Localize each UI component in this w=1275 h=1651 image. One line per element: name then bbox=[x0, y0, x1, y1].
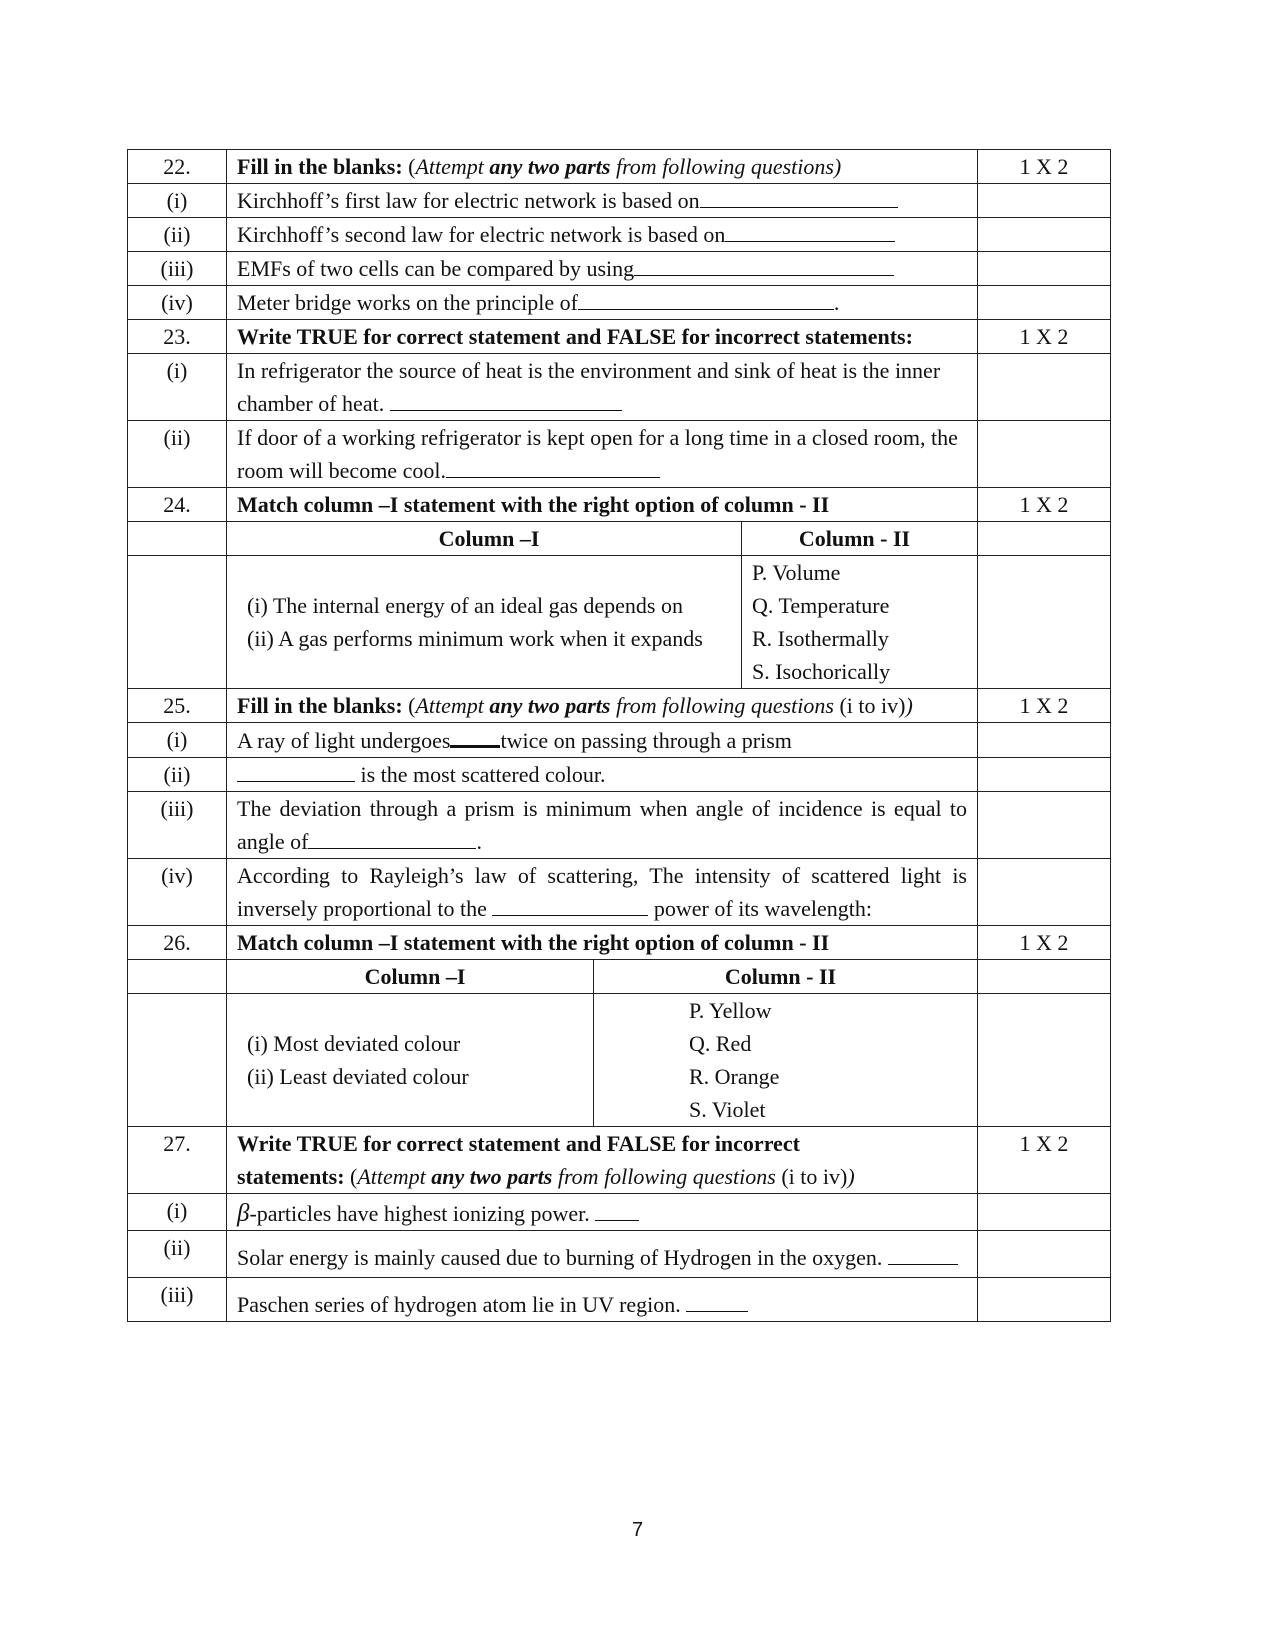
marks-cell bbox=[978, 859, 1111, 926]
answer-blank bbox=[888, 1242, 958, 1265]
part-number: (i) bbox=[128, 1194, 227, 1231]
answer-blank bbox=[237, 759, 355, 782]
table-row bbox=[128, 689, 1111, 723]
question-table bbox=[127, 149, 1111, 1322]
part-number: (i) bbox=[128, 723, 227, 758]
table-row bbox=[128, 758, 1111, 792]
answer-blank bbox=[686, 1289, 748, 1312]
part-text: Kirchhoff’s second law for electric network is based on bbox=[227, 218, 978, 252]
answer-blank bbox=[492, 893, 648, 916]
table-row bbox=[128, 150, 1111, 184]
part-text: is the most scattered colour. bbox=[227, 758, 978, 792]
part-number: (i) bbox=[128, 354, 227, 421]
marks-cell bbox=[978, 286, 1111, 320]
part-number: (iii) bbox=[128, 792, 227, 859]
column-2-option: R. Isothermally bbox=[752, 626, 889, 651]
part-number: (ii) bbox=[128, 758, 227, 792]
table-row bbox=[128, 1127, 1111, 1194]
part-text: Kirchhoff’s first law for electric network is based on bbox=[227, 184, 978, 218]
question-text: Write TRUE for correct statement and FALSE for incorrect statements: (Attempt any two parts from following questions (i to iv)) bbox=[227, 1127, 978, 1194]
part-text: A ray of light undergoes twice on passing through a prism bbox=[227, 723, 978, 758]
column-2-header: Column - II bbox=[594, 960, 968, 993]
question-number: 25. bbox=[128, 689, 227, 723]
table-row bbox=[128, 556, 1111, 689]
part-number: (ii) bbox=[128, 1231, 227, 1278]
marks-cell: 1 X 2 bbox=[978, 689, 1111, 723]
beta-symbol: β bbox=[237, 1200, 250, 1227]
column-1-item: (i) The internal energy of an ideal gas depends on bbox=[247, 593, 683, 618]
question-number: 26. bbox=[128, 926, 227, 960]
table-row bbox=[128, 522, 1111, 556]
question-number: 27. bbox=[128, 1127, 227, 1194]
part-text: β-particles have highest ionizing power. bbox=[227, 1194, 978, 1231]
question-text: Write TRUE for correct statement and FALSE for incorrect statements: bbox=[227, 320, 978, 354]
part-text: The deviation through a prism is minimum when angle of incidence is equal to angle of . bbox=[227, 792, 978, 859]
question-number: 23. bbox=[128, 320, 227, 354]
marks-cell bbox=[978, 1194, 1111, 1231]
part-text: If door of a working refrigerator is kept open for a long time in a closed room, the room will become cool. bbox=[227, 421, 978, 488]
table-row bbox=[128, 1278, 1111, 1322]
marks-cell bbox=[978, 1278, 1111, 1322]
answer-blank bbox=[308, 826, 476, 849]
part-number: (iii) bbox=[128, 1278, 227, 1322]
part-text: Meter bridge works on the principle of . bbox=[227, 286, 978, 320]
column-2-option: P. Volume bbox=[752, 560, 841, 585]
table-row bbox=[128, 1194, 1111, 1231]
table-row bbox=[128, 252, 1111, 286]
answer-blank bbox=[450, 723, 500, 748]
table-row bbox=[128, 1231, 1111, 1278]
page-number: 7 bbox=[631, 1519, 644, 1541]
marks-cell bbox=[978, 723, 1111, 758]
table-row bbox=[128, 184, 1111, 218]
column-2-option: Q. Red bbox=[689, 1031, 752, 1056]
question-text: Fill in the blanks: (Attempt any two parts from following questions (i to iv)) bbox=[227, 689, 978, 723]
marks-cell bbox=[978, 792, 1111, 859]
marks-cell bbox=[978, 218, 1111, 252]
column-2-option: P. Yellow bbox=[689, 998, 772, 1023]
part-text: Solar energy is mainly caused due to burning of Hydrogen in the oxygen. bbox=[227, 1231, 978, 1278]
column-2-option: R. Orange bbox=[689, 1064, 780, 1089]
part-number: (iv) bbox=[128, 859, 227, 926]
column-1-item: (i) Most deviated colour bbox=[247, 1031, 461, 1056]
column-2-option: S. Isochorically bbox=[752, 659, 891, 684]
part-text: EMFs of two cells can be compared by using bbox=[227, 252, 978, 286]
marks-cell bbox=[978, 758, 1111, 792]
question-text: Fill in the blanks: (Attempt any two parts from following questions) bbox=[227, 150, 978, 184]
column-2-header: Column - II bbox=[742, 522, 968, 555]
table-row bbox=[128, 859, 1111, 926]
column-1-header: Column –I bbox=[438, 526, 540, 551]
part-text: According to Rayleigh’s law of scattering, The intensity of scattered light is inversely proportional to the power of its wavelength: bbox=[227, 859, 978, 926]
part-number: (iii) bbox=[128, 252, 227, 286]
answer-blank bbox=[446, 455, 660, 478]
question-number: 24. bbox=[128, 488, 227, 522]
match-header bbox=[227, 522, 978, 556]
answer-blank bbox=[634, 253, 894, 276]
marks-cell bbox=[978, 421, 1111, 488]
question-text: Match column –I statement with the right option of column - II bbox=[227, 926, 978, 960]
answer-blank bbox=[390, 388, 622, 411]
column-1-item: (ii) A gas performs minimum work when it expands bbox=[247, 626, 703, 651]
match-header bbox=[227, 960, 978, 994]
marks-cell: 1 X 2 bbox=[978, 150, 1111, 184]
table-row bbox=[128, 723, 1111, 758]
table-row bbox=[128, 320, 1111, 354]
answer-blank bbox=[578, 287, 834, 310]
match-body bbox=[227, 556, 978, 689]
marks-cell: 1 X 2 bbox=[978, 926, 1111, 960]
marks-cell bbox=[978, 252, 1111, 286]
table-row bbox=[128, 488, 1111, 522]
part-number: (iv) bbox=[128, 286, 227, 320]
column-2-option: Q. Temperature bbox=[752, 593, 890, 618]
marks-cell: 1 X 2 bbox=[978, 320, 1111, 354]
table-row bbox=[128, 421, 1111, 488]
marks-cell bbox=[978, 1231, 1111, 1278]
table-row bbox=[128, 926, 1111, 960]
part-text: In refrigerator the source of heat is the environment and sink of heat is the inner chamber of heat. bbox=[227, 354, 978, 421]
answer-blank bbox=[595, 1198, 639, 1221]
table-row bbox=[128, 218, 1111, 252]
column-2-option: S. Violet bbox=[689, 1097, 766, 1122]
marks-cell: 1 X 2 bbox=[978, 488, 1111, 522]
match-body bbox=[227, 994, 978, 1127]
question-number: 22. bbox=[128, 150, 227, 184]
table-row bbox=[128, 960, 1111, 994]
table-row bbox=[128, 286, 1111, 320]
part-text: Paschen series of hydrogen atom lie in UV region. bbox=[227, 1278, 978, 1322]
answer-blank bbox=[725, 219, 895, 242]
part-number: (ii) bbox=[128, 421, 227, 488]
answer-blank bbox=[700, 185, 898, 208]
marks-cell bbox=[978, 354, 1111, 421]
table-row bbox=[128, 994, 1111, 1127]
question-text: Match column –I statement with the right option of column - II bbox=[227, 488, 978, 522]
marks-cell: 1 X 2 bbox=[978, 1127, 1111, 1194]
part-number: (i) bbox=[128, 184, 227, 218]
table-row bbox=[128, 354, 1111, 421]
column-1-item: (ii) Least deviated colour bbox=[247, 1064, 469, 1089]
part-number: (ii) bbox=[128, 218, 227, 252]
table-row bbox=[128, 792, 1111, 859]
column-1-header: Column –I bbox=[364, 964, 466, 989]
marks-cell bbox=[978, 184, 1111, 218]
